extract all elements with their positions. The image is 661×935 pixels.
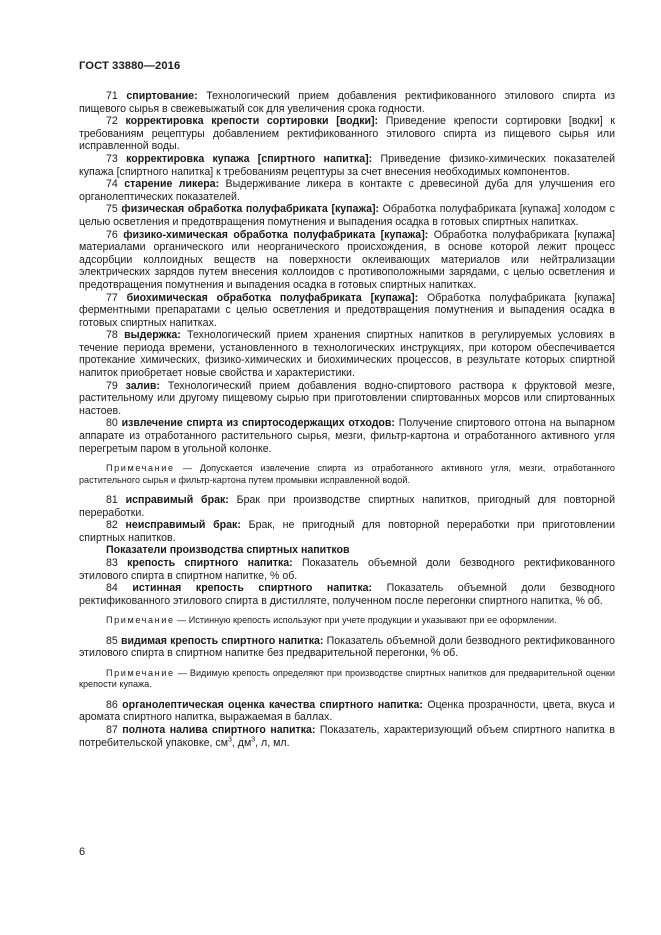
entry-72: 72 корректировка крепости сортировки [водки]: Приведение крепости сортировки [водки] к требованиям рецептуры добавлением ректификованного этилового спирта из пищевого сырья или исправленной воды. bbox=[79, 115, 615, 153]
entry-75: 75 физическая обработка полуфабриката [купажа]: Обработка полуфабриката [купажа] холодом с целью осветления и предотвращения помутнения и выпадения осадка в готовых спиртных напитках. bbox=[79, 203, 615, 228]
entry-80: 80 извлечение спирта из спиртосодержащих отходов: Получение спиртового отгона на выпарном аппарате из отработанного растительного сырья, мезги, фильтр-картона и отработанного активного угля перегретым паром в угольной колонке. bbox=[79, 417, 615, 455]
entry-82: 82 неисправимый брак: Брак, не пригодный для повторной переработки при приготовлении спиртных напитков. bbox=[79, 519, 615, 544]
section-title: Показатели производства спиртных напитков bbox=[106, 544, 350, 557]
entry-83: 83 крепость спиртного напитка: Показатель объемной доли безводного ректификованного этилового спирта в спиртном напитке, % об. bbox=[79, 557, 615, 582]
entry-77: 77 биохимическая обработка полуфабриката [купажа]: Обработка полуфабриката [купажа] ферментными препаратами с целью осветления и предотвращения помутнения и выпадения осадка в готовых спиртных напитках. bbox=[79, 291, 615, 329]
note-85: Примечание — Видимую крепость определяют при производстве спиртных напитков для предварительной оценки крепости купажа. bbox=[79, 667, 615, 690]
entry-71: 71 спиртование: Технологический прием добавления ректификованного этилового спирта из пищевого сырья в свежевыжатый сок для увеличения срока годности. bbox=[79, 90, 615, 115]
document-body bbox=[79, 90, 615, 749]
note-80: Примечание — Допускается извлечение спирта из отработанного активного угля, мезги, отработанного растительного сырья и фильтр-картона путем промывки исправленной водой. bbox=[79, 463, 615, 485]
page-number: 6 bbox=[79, 846, 86, 858]
entry-78: 78 выдержка: Технологический прием хранения спиртных напитков в регулируемых условиях в течение периода времени, установленного в технологических инструкциях, при котором обеспечивается протекание химических, физико-химических и биохимических процессов, в результате которых спиртной напиток приобретает новые свойства и характеристики. bbox=[79, 329, 615, 380]
note-84: Примечание — Истинную крепость используют при учете продукции и указывают при ее оформлении. bbox=[106, 615, 557, 626]
entry-86: 86 органолептическая оценка качества спиртного напитка: Оценка прозрачности, цвета, вкуса и аромата спиртного напитка, выражаемая в баллах. bbox=[79, 698, 615, 724]
entry-73: 73 корректировка купажа [спиртного напитка]: Приведение физико-химических показателей купажа [спиртного напитка] к требованиям рецептуры за счет внесения необходимых компонентов. bbox=[79, 152, 615, 178]
entry-79: 79 залив: Технологический прием добавления водно-спиртового раствора к фруктовой мезге, растительному или другому пищевому сырью при приготовлении спиртованных морсов или спиртованных настоев. bbox=[79, 379, 615, 417]
document-header: ГОСТ 33880—2016 bbox=[79, 60, 181, 72]
entry-84: 84 истинная крепость спиртного напитка: Показатель объемной доли безводного ректификованного этилового спирта в дистилляте, полученном после перегонки спиртного напитка, % об. bbox=[79, 582, 615, 607]
entry-76: 76 физико-химическая обработка полуфабриката [купажа]: Обработка полуфабриката [купажа] материалами органического или неорганического происхождения, в основе которой лежит процесс адсорбции коллоидных веществ на поверхности оклеивающих материалов или нейтрализации электрических зарядов путем внесения коллоидов с противоположными зарядами, с целью осветления и предотвращения помутнения и выпадения осадка в готовых спиртных напитках. bbox=[79, 228, 615, 291]
entry-81: 81 исправимый брак: Брак при производстве спиртных напитков, пригодный для повторной переработки. bbox=[79, 494, 615, 519]
entry-87: 87 полнота налива спиртного напитка: Показатель, характеризующий объем спиртного напитка в потребительской упаковке, $см^3$, $дм^3$, л, мл. bbox=[79, 723, 616, 749]
entry-74: 74 старение ликера: Выдерживание ликера в контакте с древесиной дуба для улучшения его органолептических показателей. bbox=[79, 178, 615, 203]
entry-85: 85 видимая крепость спиртного напитка: Показатель объемной доли безводного ректификованного этилового спирта в спиртном напитке без предварительной перегонки, % об. bbox=[79, 634, 616, 660]
